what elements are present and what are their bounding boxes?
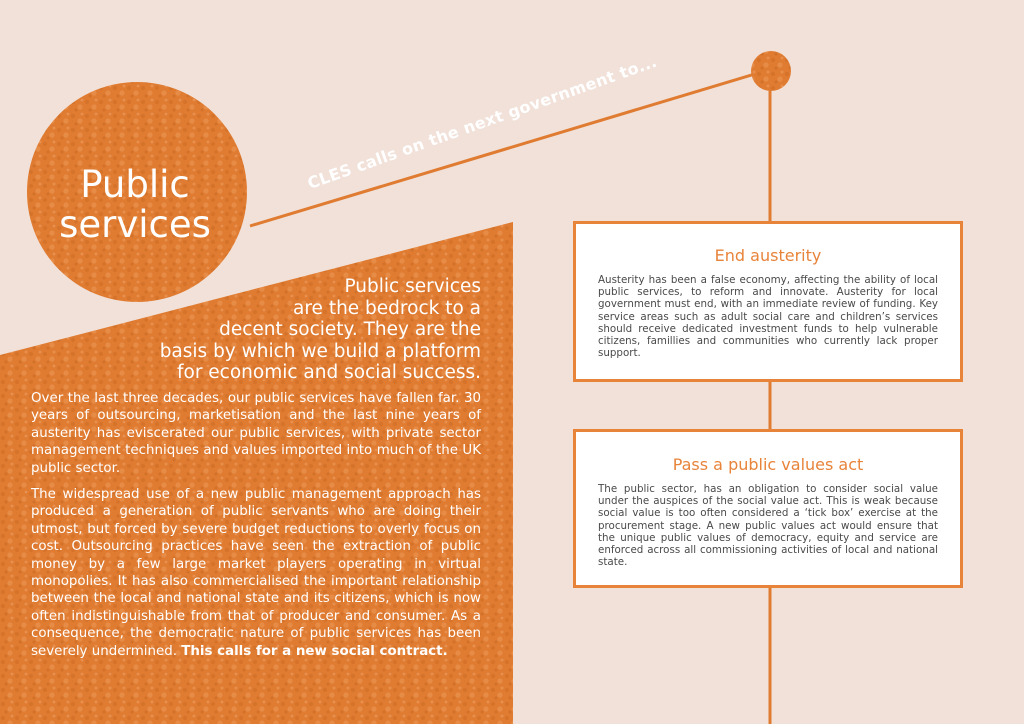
card-end-austerity [573, 221, 963, 382]
card-title: End austerity [714, 246, 822, 265]
page-title [40, 165, 230, 245]
body-paragraph-2 [31, 486, 481, 660]
lead-statement [61, 276, 481, 384]
lead-line: basis by which we build a platform [159, 340, 481, 362]
lead-line: Public services [344, 276, 481, 297]
card-text: The public sector, has an obligation to consider social value under the auspices of the social value act. This is weak because social value is too often considered a ‘tick box’ exercise at the procurement stage. A new public values act would ensure that the unique public values of democracy, equity and service are enforced across all commissioning activities of local and national state. [598, 483, 938, 569]
card-text: Austerity has been a false economy, affecting the ability of local public services, to reform and innovate. Austerity for local government must end, with an immediate review of funding. Key service areas such as adult social care and children’s services should receive dedicated investment funds to help vulnerable citizens, famillies and communities who currently lack proper support. [598, 274, 938, 360]
title-line-2: services [59, 203, 211, 246]
lead-line: decent society. They are the [219, 319, 481, 340]
lead-line: are the bedrock to a [293, 297, 481, 319]
body-paragraph-2-emphasis: This calls for a new social contract. [181, 643, 448, 659]
tagline: CLES calls on the next government to... [305, 51, 660, 193]
body-paragraph-1: Over the last three decades, our public services have fallen far. 30 years of outsourcing, marketisation and the last nine years of austerity has eviscerated our public services, with private sector management techniques and values imported into much of the UK public sector. [31, 391, 481, 476]
connector-line [250, 70, 768, 226]
title-line-1: Public [80, 163, 190, 206]
body-text [31, 390, 481, 669]
lead-line: for economic and social success. [176, 362, 481, 383]
card-title: Pass a public values act [672, 455, 864, 474]
body-paragraph-2-text: The widespread use of a new public management approach has produced a generation of public servants who are doing their utmost, but forced by severe budget reductions to overly focus on cost. Outsourcing practices have seen the extraction of public money by a few large market players operating in virtual monopolies. It has also commercialised the important relationship between the local and national state and its citizens, which is now often indistinguishable from that of producer and consumer. As a consequence, the democratic nature of public services has been severely undermined. [31, 487, 481, 659]
timeline-node [751, 51, 791, 91]
card-public-values-act [573, 429, 963, 588]
